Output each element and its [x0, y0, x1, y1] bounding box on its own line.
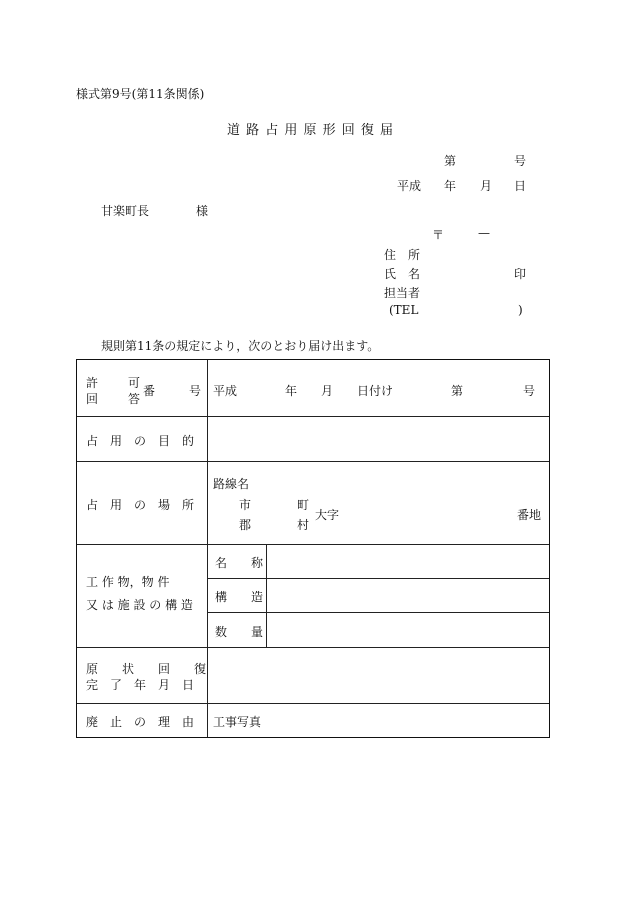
- name-label: 氏 名: [384, 267, 421, 281]
- permit-year: 年: [285, 384, 298, 398]
- row-divider: [77, 461, 549, 462]
- structure-type-label: 構 造: [215, 590, 264, 604]
- abolition-value: 工事写真: [213, 715, 262, 729]
- purpose-label: 占 用 の 目 的: [86, 434, 195, 448]
- form-number: 様式第9号(第11条関係): [76, 87, 205, 101]
- row-divider: [77, 416, 549, 417]
- route-name-label: 路線名: [213, 477, 250, 491]
- row-divider: [77, 544, 549, 545]
- document-title: 道 路 占 用 原 形 回 復 届: [227, 123, 395, 138]
- location-oaza: 大字: [315, 508, 340, 522]
- permit-go: 号: [523, 384, 536, 398]
- permit-month: 月: [321, 384, 334, 398]
- notification-table: [76, 359, 550, 738]
- structure-label-line1: 工 作 物，物 件: [86, 575, 170, 589]
- date-day: 日: [514, 179, 527, 193]
- permit-dai: 第: [451, 384, 464, 398]
- restoration-label-line1: 原 状 回 復: [86, 662, 207, 676]
- column-divider: [207, 360, 208, 737]
- row-divider: [207, 578, 549, 579]
- row-divider: [77, 647, 549, 648]
- label-to: 答: [128, 392, 141, 406]
- label-ka: 可: [128, 376, 141, 390]
- postal-dash: —: [478, 226, 490, 240]
- location-gun: 郡: [239, 518, 252, 532]
- seal-mark: 印: [514, 267, 527, 281]
- postal-mark: 〒: [432, 228, 445, 242]
- number-go: 号: [514, 154, 527, 168]
- structure-quantity-label: 数 量: [215, 625, 264, 639]
- intro-text: 規則第11条の規定により，次のとおり届け出ます。: [101, 339, 380, 353]
- location-shi: 市: [239, 498, 252, 512]
- label-ban: 番: [143, 384, 156, 398]
- date-year: 年: [444, 179, 457, 193]
- location-label: 占 用 の 場 所: [86, 498, 195, 512]
- structure-name-label: 名 称: [215, 556, 264, 570]
- permit-date-suffix: 日付け: [357, 384, 394, 398]
- tel-close: ): [518, 303, 523, 317]
- permit-heisei: 平成: [213, 384, 238, 398]
- date-heisei: 平成: [397, 179, 422, 193]
- contact-label: 担当者: [384, 286, 421, 300]
- structure-label-line2: 又 は 施 設 の 構 造: [86, 598, 193, 612]
- label-kai: 回: [86, 392, 99, 406]
- row-divider: [77, 703, 549, 704]
- number-dai: 第: [444, 154, 457, 168]
- addressee-sama: 様: [196, 204, 209, 218]
- address-label: 住 所: [384, 248, 421, 262]
- location-mura: 村: [297, 518, 310, 532]
- addressee: 甘楽町長: [101, 204, 150, 218]
- sub-column-divider: [266, 544, 267, 647]
- abolition-label: 廃 止 の 理 由: [86, 715, 195, 729]
- tel-open: (TEL: [389, 303, 419, 317]
- location-machi: 町: [297, 498, 310, 512]
- restoration-label-line2: 完 了 年 月 日: [86, 678, 195, 692]
- label-kyo: 許: [86, 376, 99, 390]
- date-month: 月: [480, 179, 493, 193]
- location-banchi: 番地: [517, 508, 542, 522]
- label-go: 号: [189, 384, 202, 398]
- row-divider: [207, 612, 549, 613]
